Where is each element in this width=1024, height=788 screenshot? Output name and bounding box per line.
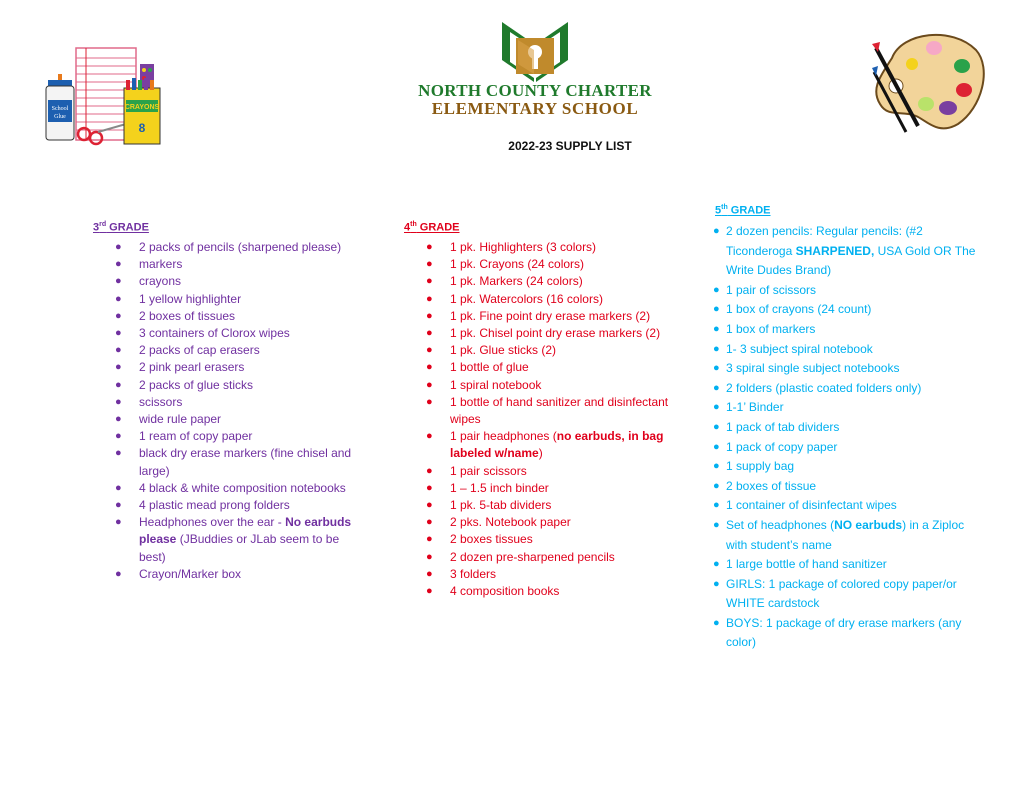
- glue-label: School: [51, 106, 69, 112]
- svg-text:8: 8: [138, 121, 146, 135]
- school-logo-icon: [500, 20, 570, 84]
- list-item: ● 4 black & white composition notebooks: [115, 480, 346, 495]
- list-item: ● 1 pk. Fine point dry erase markers (2): [426, 308, 651, 323]
- list-item: ● 2 packs of pencils (sharpened please): [115, 240, 342, 254]
- list-item: ● 1 large bottle of hand sanitizer: [713, 557, 887, 572]
- list-item: ● markers: [115, 257, 183, 272]
- list-item: ● 2 boxes of tissues: [115, 308, 236, 323]
- grade5-supply-list: [713, 222, 976, 653]
- list-item-headphones: ● 1 pair headphones (no earbuds, in bag labeled w/name): [426, 429, 664, 461]
- paint-palette-icon: [872, 28, 986, 134]
- list-item: ● GIRLS: 1 package of colored copy paper/or WHITE cardstock: [713, 576, 957, 611]
- list-item: ● 1 box of crayons (24 count): [713, 302, 872, 317]
- list-item: ● black dry erase markers (fine chisel and large): [115, 446, 352, 478]
- list-item: ● 1 pack of tab dividers: [713, 419, 840, 434]
- grade5-heading: 5th GRADE: [715, 204, 771, 217]
- list-item: ● 1 pk. 5-tab dividers: [426, 498, 552, 513]
- list-item: ● 1- 3 subject spiral notebook: [713, 341, 873, 356]
- school-name: NORTH COUNTY CHARTER: [418, 81, 652, 100]
- list-item: ● 4 composition books: [426, 584, 560, 599]
- list-item: ● 1 bottle of glue: [426, 360, 529, 375]
- list-item: ● 1 container of disinfectant wipes: [713, 498, 897, 513]
- list-item: ● 3 spiral single subject notebooks: [713, 361, 900, 376]
- list-item: ● 1 pk. Glue sticks (2): [426, 343, 557, 358]
- grade3-heading: 3rd GRADE: [93, 221, 149, 234]
- list-item: ● 2 packs of glue sticks: [115, 377, 254, 392]
- list-item: ● 1 ream of copy paper: [115, 429, 253, 444]
- grade4-heading: 4th GRADE: [404, 221, 460, 234]
- list-item: ● 2 folders (plastic coated folders only): [713, 380, 922, 395]
- list-item-headphones: ● Set of headphones (NO earbuds) in a Ziploc with student’s name: [713, 517, 965, 552]
- list-item: ● 2 boxes tissues: [426, 532, 533, 547]
- list-item: ● 1 pk. Chisel point dry erase markers (2): [426, 326, 661, 341]
- svg-text:CRAYONS: CRAYONS: [124, 104, 160, 111]
- grade3-supply-list: [115, 239, 354, 583]
- list-item: ● 2 boxes of tissue: [713, 478, 817, 493]
- list-item-headphones: ● Headphones over the ear - No earbuds please (JBuddies or JLab seem to be best): [115, 515, 352, 564]
- list-item: ● 3 folders: [426, 566, 497, 581]
- list-item: ● 1 yellow highlighter: [115, 291, 242, 306]
- list-item-pencils: ● 2 dozen pencils: Regular pencils: (#2 Ticonderoga SHARPENED, USA Gold OR The Write Dudes Brand): [713, 224, 976, 278]
- list-item: ● 1 pk. Crayons (24 colors): [426, 257, 585, 272]
- list-item: ● crayons: [115, 274, 182, 289]
- list-item: ● 1 pair scissors: [426, 463, 527, 478]
- list-item: ● 1 pk. Watercolors (16 colors): [426, 291, 603, 306]
- list-item: ● wide rule paper: [115, 412, 222, 427]
- list-item: ● 2 pink pearl erasers: [115, 360, 245, 375]
- list-item: ● 4 plastic mead prong folders: [115, 498, 290, 513]
- page-title: 2022-23 SUPPLY LIST: [508, 139, 632, 153]
- list-item: ● 3 containers of Clorox wipes: [115, 326, 290, 341]
- list-item: ● 1 pack of copy paper: [713, 439, 838, 454]
- list-item: ● 1 supply bag: [713, 459, 795, 474]
- list-item: ● Crayon/Marker box: [115, 566, 242, 581]
- list-item: ● 1 – 1.5 inch binder: [426, 480, 549, 495]
- list-item: ● 1 bottle of hand sanitizer and disinfectant wipes: [426, 394, 669, 427]
- list-item: ● BOYS: 1 package of dry erase markers (any color): [713, 615, 962, 650]
- list-item: ● scissors: [115, 394, 183, 409]
- list-item: ● 2 packs of cap erasers: [115, 343, 260, 358]
- list-item: ● 1 pk. Highlighters (3 colors): [426, 240, 597, 254]
- list-item: ● 2 pks. Notebook paper: [426, 515, 571, 530]
- grade4-supply-list: [426, 239, 675, 600]
- svg-text:Glue: Glue: [54, 114, 66, 120]
- list-item: ● 2 dozen pre-sharpened pencils: [426, 549, 615, 564]
- list-item: ● 1 box of markers: [713, 321, 816, 336]
- school-supplies-icon: [40, 44, 172, 148]
- school-subtitle: ELEMENTARY SCHOOL: [431, 99, 639, 118]
- list-item: ● 1 spiral notebook: [426, 377, 542, 392]
- list-item: ● 1 pk. Markers (24 colors): [426, 274, 583, 289]
- list-item: ● 1-1’ Binder: [713, 400, 784, 415]
- list-item: ● 1 pair of scissors: [713, 282, 817, 297]
